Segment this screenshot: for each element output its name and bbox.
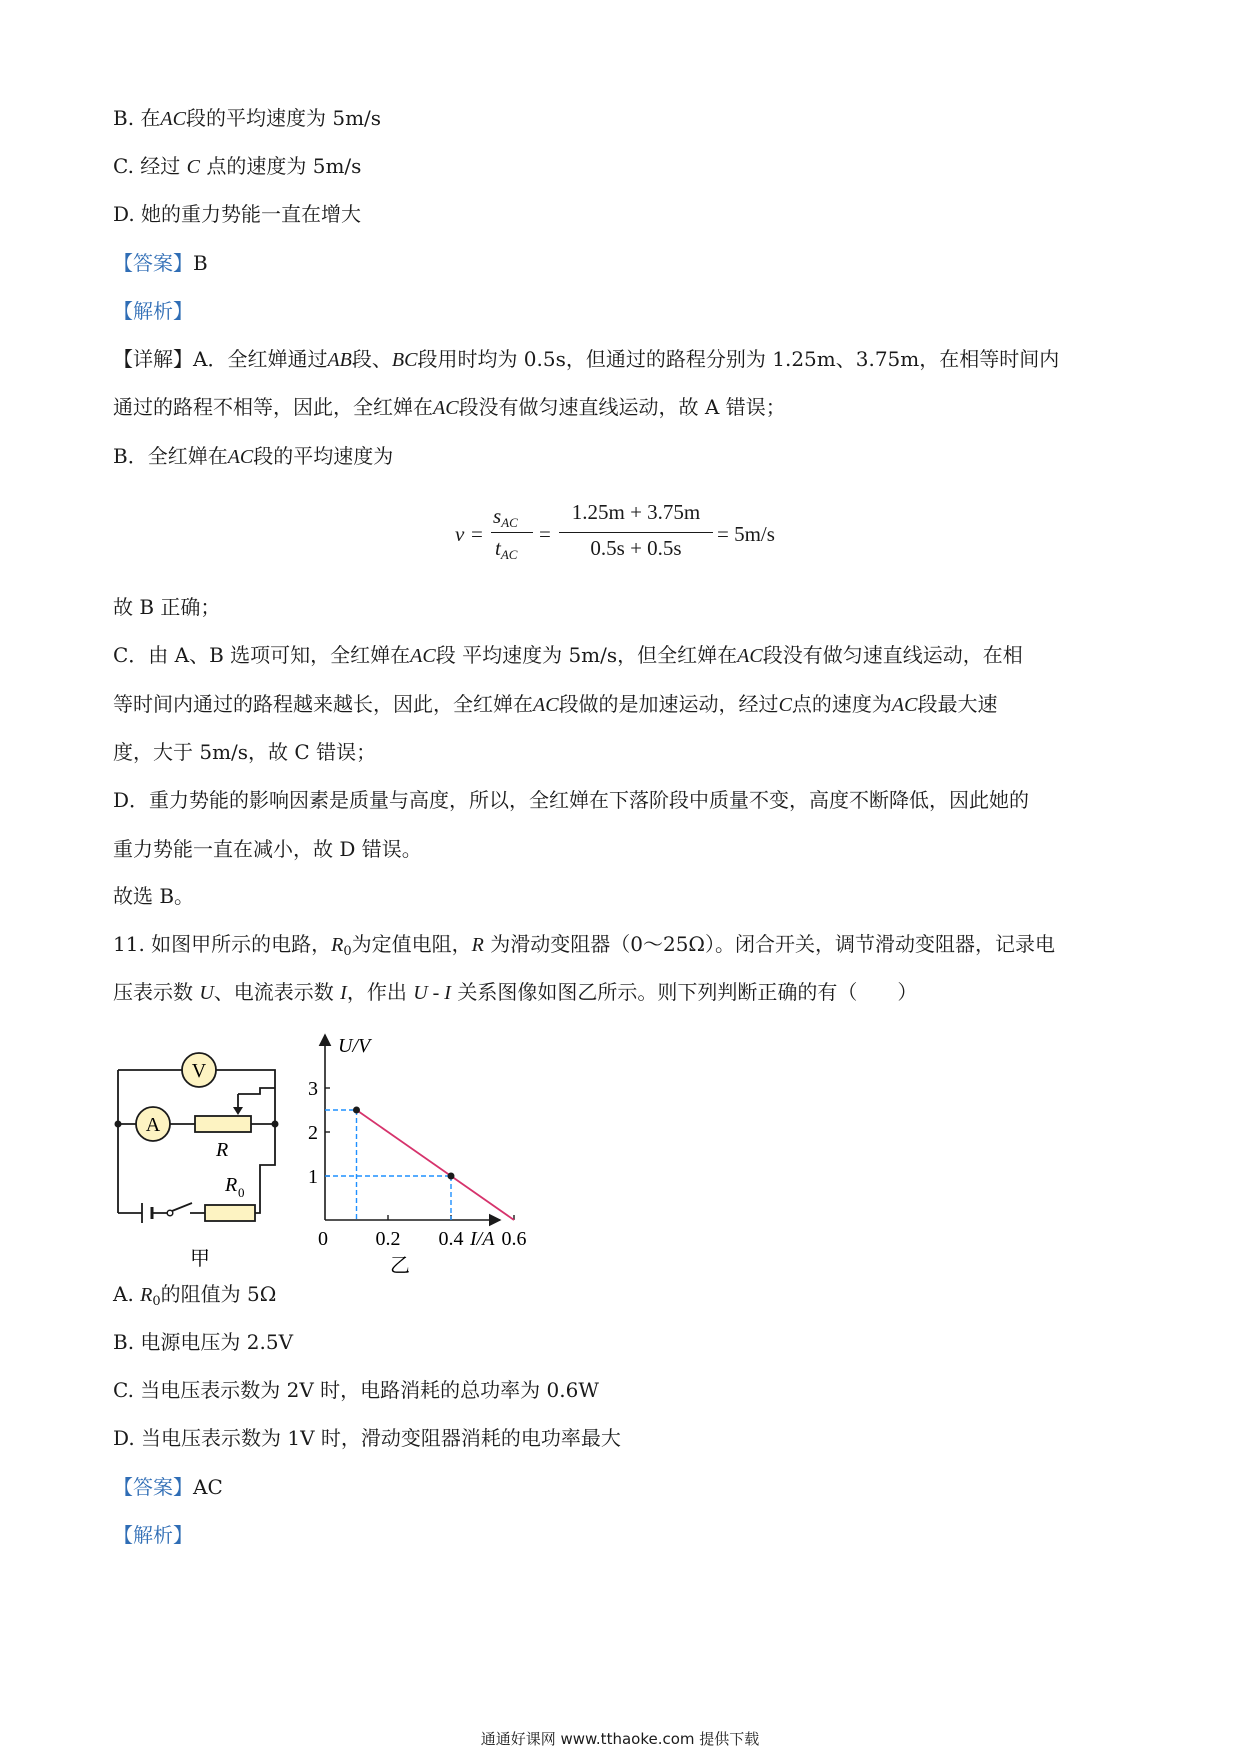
segment-label: AC: [227, 446, 254, 468]
stem-text: 压表示数: [113, 980, 193, 1004]
ui-chart: [300, 1030, 527, 1277]
detail-line-1: [113, 345, 1059, 374]
option-c-text: 点的速度为 5m/s: [206, 154, 362, 178]
fraction-bar-2: [559, 532, 713, 533]
q11-stem-line-1: [113, 930, 1055, 966]
x-axis-label: I/A: [470, 1228, 495, 1250]
formula-t-sub: AC: [500, 547, 518, 562]
segment-label: AC: [737, 645, 763, 667]
r0-label-sub: 0: [238, 1185, 245, 1200]
detail-text: C．由 A、B 选项可知，全红婵在: [113, 643, 411, 667]
answer-label: 【答案】: [113, 1475, 193, 1499]
formula-result: = 5m/s: [717, 522, 775, 546]
detail-line-c1: [113, 641, 1023, 670]
slider-arrow-icon: [233, 1107, 243, 1115]
stem-text: 为滑动变阻器（0～25Ω）。闭合开关，调节滑动变阻器，记录电: [490, 932, 1056, 956]
r0-symbol: R: [331, 934, 344, 956]
option-text: A.: [113, 1282, 141, 1306]
fraction-bar-1: [491, 532, 533, 533]
r0-label: R: [225, 1174, 238, 1196]
detail-line-2: [113, 393, 786, 422]
q10-analysis-label: 【解析】: [113, 299, 193, 323]
x-tick-label-0.2: 0.2: [375, 1228, 401, 1250]
q10-option-c: [113, 152, 361, 181]
junction-dot: [272, 1121, 279, 1128]
stem-text: 11. 如图甲所示的电路，: [113, 932, 332, 956]
detail-line-c2: [113, 690, 997, 719]
stem-text: 、电流表示数: [213, 980, 334, 1004]
x-tick-label-0.4: 0.4: [438, 1228, 464, 1250]
segment-label: AC: [160, 108, 186, 130]
answer-value: AC: [193, 1475, 223, 1499]
detail-text: 段、: [351, 347, 392, 371]
formula-s: [493, 504, 518, 531]
y-tick-label-3: 3: [308, 1078, 318, 1100]
q11-option-b: B. 电源电压为 2.5V: [113, 1330, 294, 1354]
formula-v: v: [455, 522, 465, 546]
detail-line-d1: D．重力势能的影响因素是质量与高度，所以，全红婵在下落阶段中质量不变，高度不断降低，因此她的: [113, 788, 1030, 812]
detail-text: B．全红婵在: [113, 444, 228, 468]
formula-t: [495, 536, 517, 563]
q11-stem-line-2: [113, 978, 917, 1007]
formula-eq: =: [471, 522, 483, 546]
point-label: C: [186, 156, 201, 178]
fixed-resistor-icon: [205, 1205, 255, 1221]
voltmeter-label: V: [191, 1060, 207, 1082]
detail-text: 段的平均速度为: [253, 444, 394, 468]
detail-b-conclusion: 故 B 正确；: [113, 595, 221, 619]
r-symbol: R: [471, 934, 484, 956]
stem-text: 关系图像如图乙所示。则下列判断正确的有（ ）: [457, 980, 918, 1004]
answer-label: 【答案】: [113, 251, 193, 275]
q11-analysis-label: 【解析】: [113, 1523, 193, 1547]
detail-line-3: [113, 442, 393, 471]
detail-line-c3: 度，大于 5m/s，故 C 错误；: [113, 740, 377, 764]
rheostat-icon: [195, 1116, 251, 1132]
u-symbol: U: [199, 982, 214, 1004]
segment-label: AC: [410, 645, 436, 667]
segment-label: AC: [433, 397, 459, 419]
detail-text: 等时间内通过的路程越来越长，因此，全红婵在: [113, 692, 533, 716]
page-footer: 通通好课网 www.tthaoke.com 提供下载: [480, 1730, 760, 1748]
segment-label: AC: [533, 694, 559, 716]
detail-line-d2: 重力势能一直在减小，故 D 错误。: [113, 837, 422, 861]
formula-s-sub: AC: [501, 515, 518, 530]
data-point: [448, 1173, 455, 1180]
q11-answer: [113, 1473, 223, 1501]
x-tick-label-0.6: 0.6: [501, 1228, 527, 1250]
junction-dot: [115, 1121, 122, 1128]
stem-text: 为定值电阻，: [351, 932, 472, 956]
y-axis-label: U/V: [338, 1035, 371, 1057]
q10-answer: [113, 249, 208, 277]
option-b-prefix: B. 在: [113, 106, 161, 130]
formula-denominator: 0.5s + 0.5s: [590, 536, 682, 560]
chart-caption: 乙: [390, 1255, 410, 1277]
x-tick-label-0: 0: [318, 1228, 328, 1250]
option-text: 的阻值为 5Ω: [160, 1282, 277, 1306]
y-tick-label-1: 1: [308, 1166, 318, 1188]
segment-label: AB: [327, 349, 352, 371]
formula-t-letter: t: [495, 536, 501, 560]
r0-symbol: R: [140, 1284, 153, 1306]
final-answer-q10: 故选 B。: [113, 884, 195, 908]
formula-eq-2: =: [539, 522, 551, 546]
formula-numerator: 1.25m + 3.75m: [571, 500, 701, 524]
switch-contact: [167, 1210, 173, 1216]
ui-series-line: [357, 1110, 515, 1220]
detail-text: 通过的路程不相等，因此，全红婵在: [113, 395, 433, 419]
y-tick-label-2: 2: [308, 1122, 318, 1144]
q10-option-d: D. 她的重力势能一直在增大: [113, 202, 362, 226]
q11-option-c: C. 当电压表示数为 2V 时，电路消耗的总功率为 0.6W: [113, 1378, 599, 1402]
detail-text: 点的速度为: [791, 692, 892, 716]
stem-text: ，作出: [346, 980, 407, 1004]
r0-subscript: 0: [152, 1294, 161, 1309]
option-b-text: 段的平均速度为 5m/s: [185, 106, 382, 130]
q11-option-a: [113, 1280, 276, 1316]
chart-marks: [325, 1088, 514, 1220]
r0-subscript: 0: [343, 944, 352, 959]
rheostat-label: R: [216, 1139, 229, 1161]
answer-value: B: [193, 251, 208, 275]
ammeter-label: A: [145, 1114, 161, 1136]
circuit-caption: 甲: [190, 1248, 210, 1270]
detail-label: 【详解】: [113, 347, 193, 371]
detail-text: 段 平均速度为 5m/s，但全红婵在: [435, 643, 738, 667]
circuit-diagram: [110, 1035, 300, 1270]
detail-text: 段没有做匀速直线运动，故 A 错误；: [458, 395, 786, 419]
q11-option-d: D. 当电压表示数为 1V 时，滑动变阻器消耗的电功率最大: [113, 1426, 621, 1450]
detail-text: 段用时均为 0.5s，但通过的路程分别为 1.25m、3.75m，在相等时间内: [417, 347, 1060, 371]
point-label: C: [778, 694, 792, 716]
detail-text: 段做的是加速运动，经过: [558, 692, 779, 716]
velocity-formula: [455, 496, 815, 576]
detail-text: A．全红婵通过: [193, 347, 328, 371]
ui-symbol: U - I: [413, 982, 451, 1004]
segment-label: AC: [891, 694, 918, 716]
i-symbol: I: [340, 982, 347, 1004]
q10-option-b: [113, 104, 381, 133]
option-c-prefix: C. 经过: [113, 154, 181, 178]
segment-label: BC: [391, 349, 418, 371]
formula-s-letter: s: [493, 504, 502, 528]
data-point: [353, 1107, 360, 1114]
detail-text: 段最大速: [917, 692, 998, 716]
detail-text: 段没有做匀速直线运动，在相: [762, 643, 1023, 667]
